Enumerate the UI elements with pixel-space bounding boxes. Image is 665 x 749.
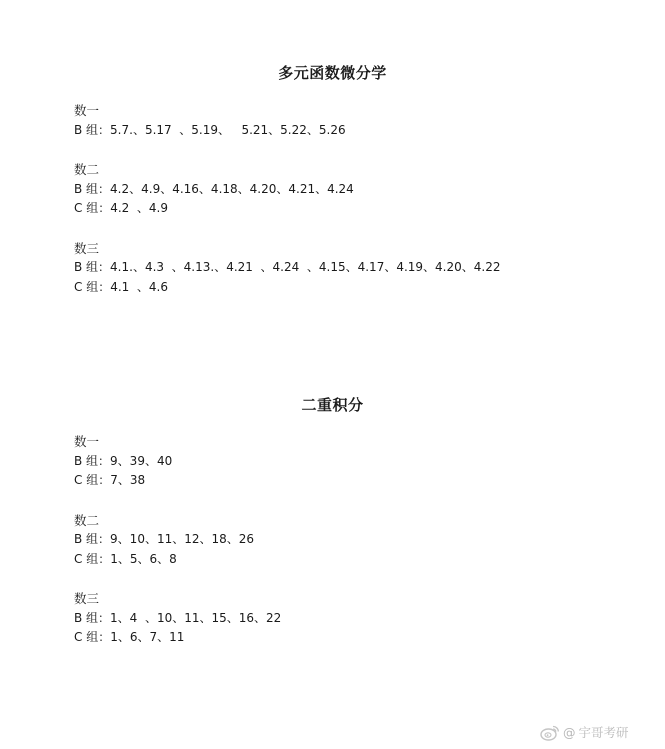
group-heading: 数三 <box>74 240 100 256</box>
section-double-integral <box>74 432 634 668</box>
watermark-text: 宇哥考研 <box>578 725 629 740</box>
problem-line: B 组：9、39、40 <box>74 453 173 468</box>
problem-line: C 组：4.1 、4.6 <box>74 279 168 294</box>
watermark-at: @ <box>563 724 576 740</box>
problem-line: C 组：1、6、7、11 <box>74 630 185 644</box>
group-math-1 <box>74 432 634 491</box>
group-math-3 <box>74 589 634 648</box>
group-heading: 数三 <box>74 591 100 606</box>
problem-line: B 组：1、4 、10、11、15、16、22 <box>74 610 282 625</box>
problem-line: B 组：9、10、11、12、18、26 <box>74 532 255 546</box>
problem-line: B 组：5.7.、5.17 、5.19、 5.21、5.22、5.26 <box>74 122 346 137</box>
group-heading: 数一 <box>74 434 100 449</box>
group-heading: 数一 <box>74 103 100 118</box>
group-heading: 数二 <box>74 162 100 177</box>
group-math-2 <box>74 160 634 219</box>
section-title-multivariable-differential: 多元函数微分学 <box>278 64 387 82</box>
group-math-2 <box>74 511 634 570</box>
group-heading: 数二 <box>74 512 100 528</box>
problem-line: B 组：4.1.、4.3 、4.13.、4.21 、4.24 、4.15、4.17、4.19、4.20、4.22 <box>74 260 501 274</box>
section-multivariable-differential <box>74 101 634 317</box>
problem-line: B 组：4.2、4.9、4.16、4.18、4.20、4.21、4.24 <box>74 181 354 196</box>
section-title-double-integral: 二重积分 <box>301 396 364 414</box>
weibo-watermark <box>540 722 629 742</box>
group-math-1 <box>74 101 634 140</box>
problem-line: C 组：7、38 <box>74 473 146 487</box>
problem-line: C 组：1、5、6、8 <box>74 551 177 566</box>
weibo-icon <box>540 723 560 741</box>
group-math-3 <box>74 239 634 298</box>
problem-line: C 组：4.2 、4.9 <box>74 201 168 215</box>
